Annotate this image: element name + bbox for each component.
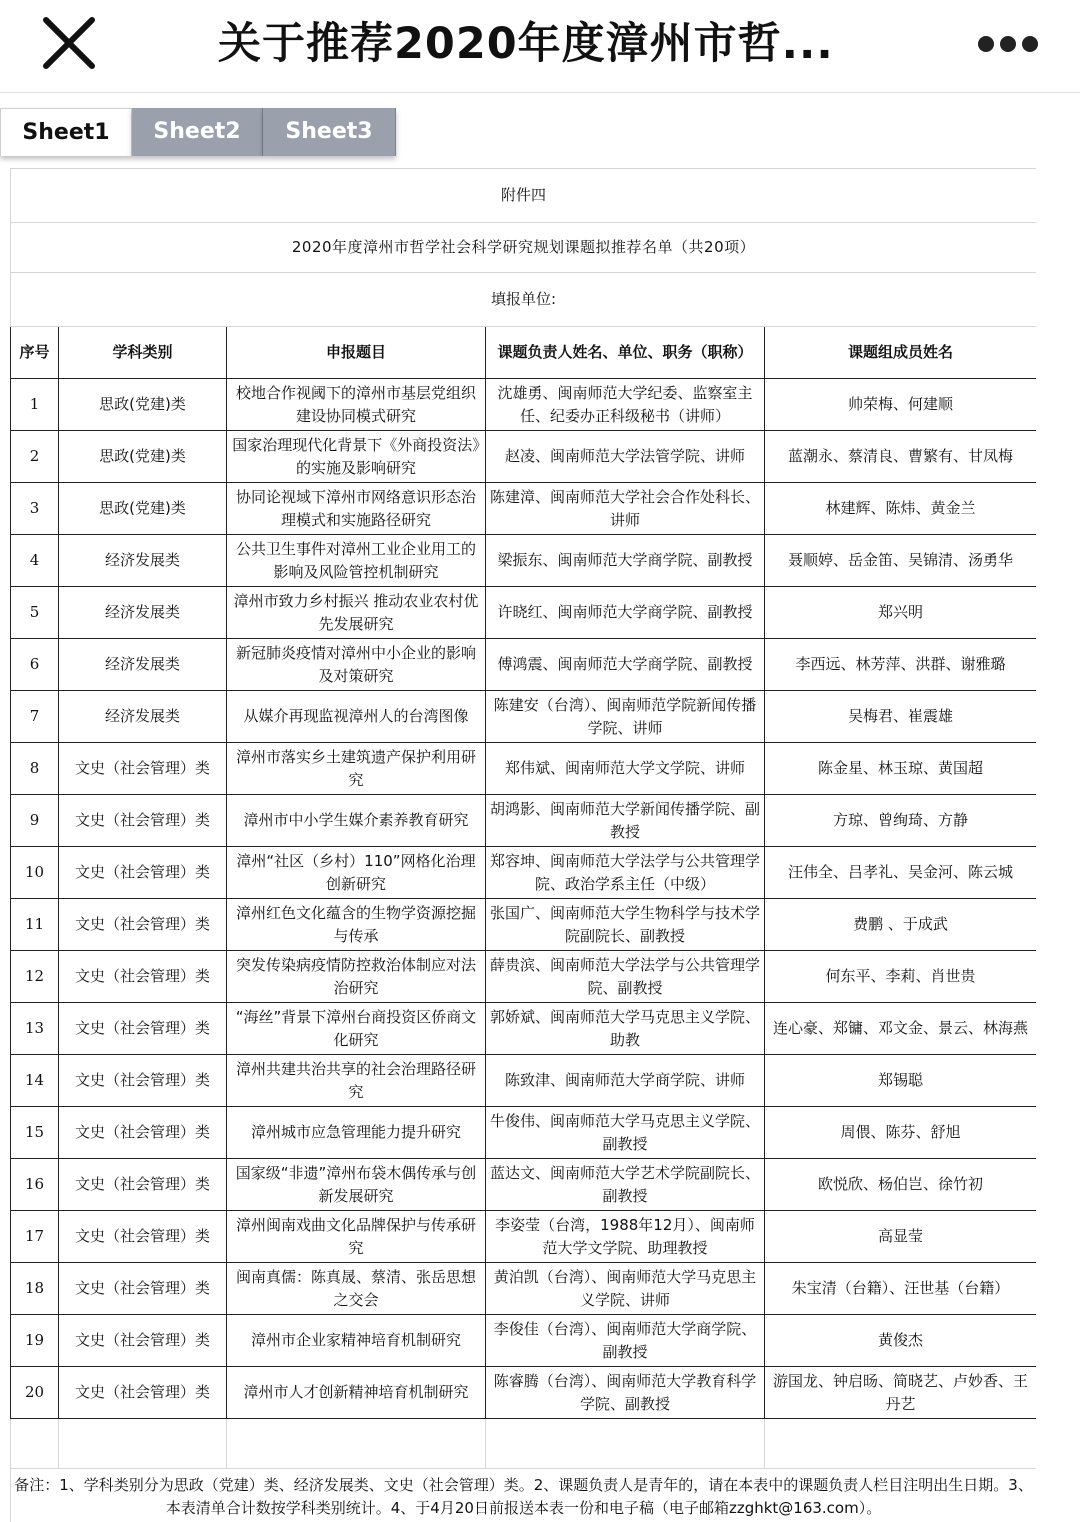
cell-topic[interactable]: 漳州市人才创新精神培育机制研究	[227, 1367, 486, 1419]
tab-sheet2[interactable]: Sheet2	[132, 108, 263, 156]
empty-cell[interactable]	[486, 1419, 765, 1469]
cell-topic[interactable]: “海丝”背景下漳州台商投资区侨商文化研究	[227, 1003, 486, 1055]
cell-topic[interactable]: 漳州闽南戏曲文化品牌保护与传承研究	[227, 1211, 486, 1263]
table-row	[11, 1055, 1037, 1107]
cell-leader[interactable]: 张国广、闽南师范大学生物科学与技术学院副院长、副教授	[486, 899, 765, 951]
cell-members[interactable]: 林建辉、陈炜、黄金兰	[765, 483, 1037, 535]
cell-members[interactable]: 方琼、曾绚琦、方静	[765, 795, 1037, 847]
cell-category[interactable]: 文史（社会管理）类	[59, 847, 227, 899]
footnote-row	[11, 1469, 1037, 1522]
cell-topic[interactable]: 漳州共建共治共享的社会治理路径研究	[227, 1055, 486, 1107]
document-title: 关于推荐2020年度漳州市哲...	[218, 19, 834, 69]
tab-sheet1[interactable]: Sheet1	[0, 108, 132, 156]
cell-seq[interactable]: 6	[11, 639, 59, 691]
cell-category[interactable]: 文史（社会管理）类	[59, 899, 227, 951]
cell-members[interactable]: 连心豪、郑镛、邓文金、景云、林海燕	[765, 1003, 1037, 1055]
cell-members[interactable]: 郑锡聪	[765, 1055, 1037, 1107]
cell-topic[interactable]: 校地合作视阈下的漳州市基层党组织建设协同模式研究	[227, 379, 486, 431]
header-topic: 申报题目	[227, 327, 486, 379]
cell-topic[interactable]: 新冠肺炎疫情对漳州中小企业的影响及对策研究	[227, 639, 486, 691]
close-icon	[40, 16, 98, 72]
cell-category[interactable]: 文史（社会管理）类	[59, 1107, 227, 1159]
cell-category[interactable]: 经济发展类	[59, 639, 227, 691]
cell-members[interactable]: 蓝潮永、蔡清良、曹繁有、甘凤梅	[765, 431, 1037, 483]
header-leader: 课题负责人姓名、单位、职务（职称）	[486, 327, 765, 379]
cell-topic[interactable]: 漳州市致力乡村振兴 推动农业农村优先发展研究	[227, 587, 486, 639]
cell-leader[interactable]: 李姿莹（台湾，1988年12月）、闽南师范大学文学院、助理教授	[486, 1211, 765, 1263]
cell-category[interactable]: 文史（社会管理）类	[59, 1367, 227, 1419]
table-header-row	[11, 327, 1037, 379]
cell-category[interactable]: 经济发展类	[59, 535, 227, 587]
cell-category[interactable]: 思政(党建)类	[59, 483, 227, 535]
cell-members[interactable]: 欧悦欣、杨伯岂、徐竹初	[765, 1159, 1037, 1211]
cell-seq[interactable]: 5	[11, 587, 59, 639]
cell-seq[interactable]: 11	[11, 899, 59, 951]
cell-members[interactable]: 朱宝清（台籍）、汪世基（台籍）	[765, 1263, 1037, 1315]
cell-leader[interactable]: 郑伟斌、闽南师范大学文学院、讲师	[486, 743, 765, 795]
header-seq: 序号	[11, 327, 59, 379]
spreadsheet-table	[10, 168, 1036, 1522]
cell-members[interactable]: 陈金星、林玉琼、黄国超	[765, 743, 1037, 795]
sheet-tabs	[0, 108, 1080, 158]
cell-topic[interactable]: 突发传染病疫情防控救治体制应对法治研究	[227, 951, 486, 1003]
table-row	[11, 483, 1037, 535]
cell-topic[interactable]: 漳州市落实乡土建筑遗产保护利用研究	[227, 743, 486, 795]
cell-leader[interactable]: 许晓红、闽南师范大学商学院、副教授	[486, 587, 765, 639]
cell-leader[interactable]: 牛俊伟、闽南师范大学马克思主义学院、副教授	[486, 1107, 765, 1159]
header-members: 课题组成员姓名	[765, 327, 1037, 379]
cell-category[interactable]: 文史（社会管理）类	[59, 1055, 227, 1107]
cell-category[interactable]: 文史（社会管理）类	[59, 795, 227, 847]
empty-cell[interactable]	[227, 1419, 486, 1469]
table-row	[11, 1107, 1037, 1159]
cell-seq[interactable]: 19	[11, 1315, 59, 1367]
cell-members[interactable]: 吴梅君、崔震雄	[765, 691, 1037, 743]
close-button[interactable]	[40, 16, 98, 72]
cell-seq[interactable]: 7	[11, 691, 59, 743]
cell-leader[interactable]: 沈雄勇、闽南师范大学纪委、监察室主任、纪委办正科级秘书（讲师）	[486, 379, 765, 431]
cell-leader[interactable]: 蓝达文、闽南师范大学艺术学院副院长、副教授	[486, 1159, 765, 1211]
cell-leader[interactable]: 陈睿腾（台湾）、闽南师范大学教育科学学院、副教授	[486, 1367, 765, 1419]
table-row	[11, 1315, 1037, 1367]
cell-members[interactable]: 费鹏 、于成武	[765, 899, 1037, 951]
table-row	[11, 899, 1037, 951]
cell-seq[interactable]: 9	[11, 795, 59, 847]
table-row	[11, 1003, 1037, 1055]
spreadsheet-area[interactable]	[10, 168, 1036, 1522]
cell-seq[interactable]: 8	[11, 743, 59, 795]
cell-members[interactable]: 李西远、林芳萍、洪群、谢雅璐	[765, 639, 1037, 691]
cell-leader[interactable]: 陈建安（台湾）、闽南师范学院新闻传播学院、讲师	[486, 691, 765, 743]
cell-seq[interactable]: 12	[11, 951, 59, 1003]
cell-members[interactable]: 游国龙、钟启旸、简晓艺、卢妙香、王丹艺	[765, 1367, 1037, 1419]
annex-label: 附件四	[11, 169, 1037, 223]
more-button[interactable]	[972, 28, 1044, 60]
top-bar	[0, 0, 1080, 93]
cell-topic[interactable]: 闽南真儒：陈真晟、蔡清、张岳思想之交会	[227, 1263, 486, 1315]
cell-topic[interactable]: 公共卫生事件对漳州工业企业用工的影响及风险管控机制研究	[227, 535, 486, 587]
cell-leader[interactable]: 赵凌、闽南师范大学法管学院、讲师	[486, 431, 765, 483]
cell-leader[interactable]: 郑容坤、闽南师范大学法学与公共管理学院、政治学系主任（中级）	[486, 847, 765, 899]
table-row	[11, 1263, 1037, 1315]
cell-leader[interactable]: 李俊佳（台湾）、闽南师范大学商学院、副教授	[486, 1315, 765, 1367]
cell-seq[interactable]: 14	[11, 1055, 59, 1107]
cell-members[interactable]: 汪伟全、吕孝礼、吴金河、陈云城	[765, 847, 1037, 899]
cell-leader[interactable]: 黄泊凯（台湾）、闽南师范大学马克思主义学院、讲师	[486, 1263, 765, 1315]
cell-members[interactable]: 周偎、陈芬、舒旭	[765, 1107, 1037, 1159]
cell-members[interactable]: 黄俊杰	[765, 1315, 1037, 1367]
cell-seq[interactable]: 15	[11, 1107, 59, 1159]
cell-category[interactable]: 经济发展类	[59, 587, 227, 639]
table-row	[11, 379, 1037, 431]
cell-category[interactable]: 文史（社会管理）类	[59, 1003, 227, 1055]
cell-seq[interactable]: 2	[11, 431, 59, 483]
table-row	[11, 1159, 1037, 1211]
cell-topic[interactable]: 协同论视域下漳州市网络意识形态治理模式和实施路径研究	[227, 483, 486, 535]
cell-seq[interactable]: 10	[11, 847, 59, 899]
table-row	[11, 743, 1037, 795]
cell-seq[interactable]: 13	[11, 1003, 59, 1055]
cell-topic[interactable]: 漳州城市应急管理能力提升研究	[227, 1107, 486, 1159]
cell-seq[interactable]: 4	[11, 535, 59, 587]
cell-category[interactable]: 思政(党建)类	[59, 379, 227, 431]
cell-seq[interactable]: 16	[11, 1159, 59, 1211]
table-row	[11, 535, 1037, 587]
table-row	[11, 587, 1037, 639]
cell-members[interactable]: 郑兴明	[765, 587, 1037, 639]
cell-leader[interactable]: 薛贵滨、闽南师范大学法学与公共管理学院、副教授	[486, 951, 765, 1003]
cell-seq[interactable]: 17	[11, 1211, 59, 1263]
cell-category[interactable]: 文史（社会管理）类	[59, 1159, 227, 1211]
cell-topic[interactable]: 漳州“社区（乡村）110”网格化治理创新研究	[227, 847, 486, 899]
empty-cell[interactable]	[11, 1419, 59, 1469]
empty-cell[interactable]	[59, 1419, 227, 1469]
table-row	[11, 795, 1037, 847]
cell-category[interactable]: 思政(党建)类	[59, 431, 227, 483]
tab-sheet3[interactable]: Sheet3	[263, 108, 396, 156]
cell-topic[interactable]: 漳州市中小学生媒介素养教育研究	[227, 795, 486, 847]
empty-cell[interactable]	[765, 1419, 1037, 1469]
cell-leader[interactable]: 陈致津、闽南师范大学商学院、讲师	[486, 1055, 765, 1107]
cell-seq[interactable]: 1	[11, 379, 59, 431]
table-row	[11, 639, 1037, 691]
footnote: 备注：1、学科类别分为思政（党建）类、经济发展类、文史（社会管理）类。2、课题负责人是青年的，请在本表中的课题负责人栏目注明出生日期。3、本表清单合计数按学科类别统计。4、于4月20日前报送本表一份和电子稿（电子邮箱zzghkt@163.com）。	[11, 1469, 1037, 1522]
cell-seq[interactable]: 18	[11, 1263, 59, 1315]
cell-topic[interactable]: 漳州市企业家精神培育机制研究	[227, 1315, 486, 1367]
cell-leader[interactable]: 梁振东、闽南师范大学商学院、副教授	[486, 535, 765, 587]
table-row	[11, 691, 1037, 743]
cell-leader[interactable]: 傅鸿震、闽南师范大学商学院、副教授	[486, 639, 765, 691]
cell-leader[interactable]: 郭娇斌、闽南师范大学马克思主义学院、助教	[486, 1003, 765, 1055]
header-category: 学科类别	[59, 327, 227, 379]
cell-topic[interactable]: 国家治理现代化背景下《外商投资法》的实施及影响研究	[227, 431, 486, 483]
cell-topic[interactable]: 漳州红色文化蕴含的生物学资源挖掘与传承	[227, 899, 486, 951]
unit-label: 填报单位:	[11, 273, 1037, 327]
cell-leader[interactable]: 胡鸿影、闽南师范大学新闻传播学院、副教授	[486, 795, 765, 847]
cell-category[interactable]: 文史（社会管理）类	[59, 1263, 227, 1315]
cell-members[interactable]: 帅荣梅、何建顺	[765, 379, 1037, 431]
cell-topic[interactable]: 从媒介再现监视漳州人的台湾图像	[227, 691, 486, 743]
table-row	[11, 951, 1037, 1003]
cell-category[interactable]: 文史（社会管理）类	[59, 1211, 227, 1263]
cell-category[interactable]: 文史（社会管理）类	[59, 951, 227, 1003]
table-row	[11, 1211, 1037, 1263]
cell-leader[interactable]: 陈建漳、闽南师范大学社会合作处科长、讲师	[486, 483, 765, 535]
sheet-title: 2020年度漳州市哲学社会科学研究规划课题拟推荐名单（共20项）	[11, 223, 1037, 273]
cell-category[interactable]: 文史（社会管理）类	[59, 743, 227, 795]
cell-members[interactable]: 聂顺婷、岳金笛、吴锦清、汤勇华	[765, 535, 1037, 587]
table-row	[11, 847, 1037, 899]
cell-category[interactable]: 文史（社会管理）类	[59, 1315, 227, 1367]
empty-row	[11, 1419, 1037, 1469]
cell-seq[interactable]: 3	[11, 483, 59, 535]
cell-category[interactable]: 经济发展类	[59, 691, 227, 743]
table-row	[11, 1367, 1037, 1419]
cell-seq[interactable]: 20	[11, 1367, 59, 1419]
cell-members[interactable]: 高显莹	[765, 1211, 1037, 1263]
table-row	[11, 431, 1037, 483]
cell-topic[interactable]: 国家级“非遗”漳州布袋木偶传承与创新发展研究	[227, 1159, 486, 1211]
cell-members[interactable]: 何东平、李莉、肖世贵	[765, 951, 1037, 1003]
